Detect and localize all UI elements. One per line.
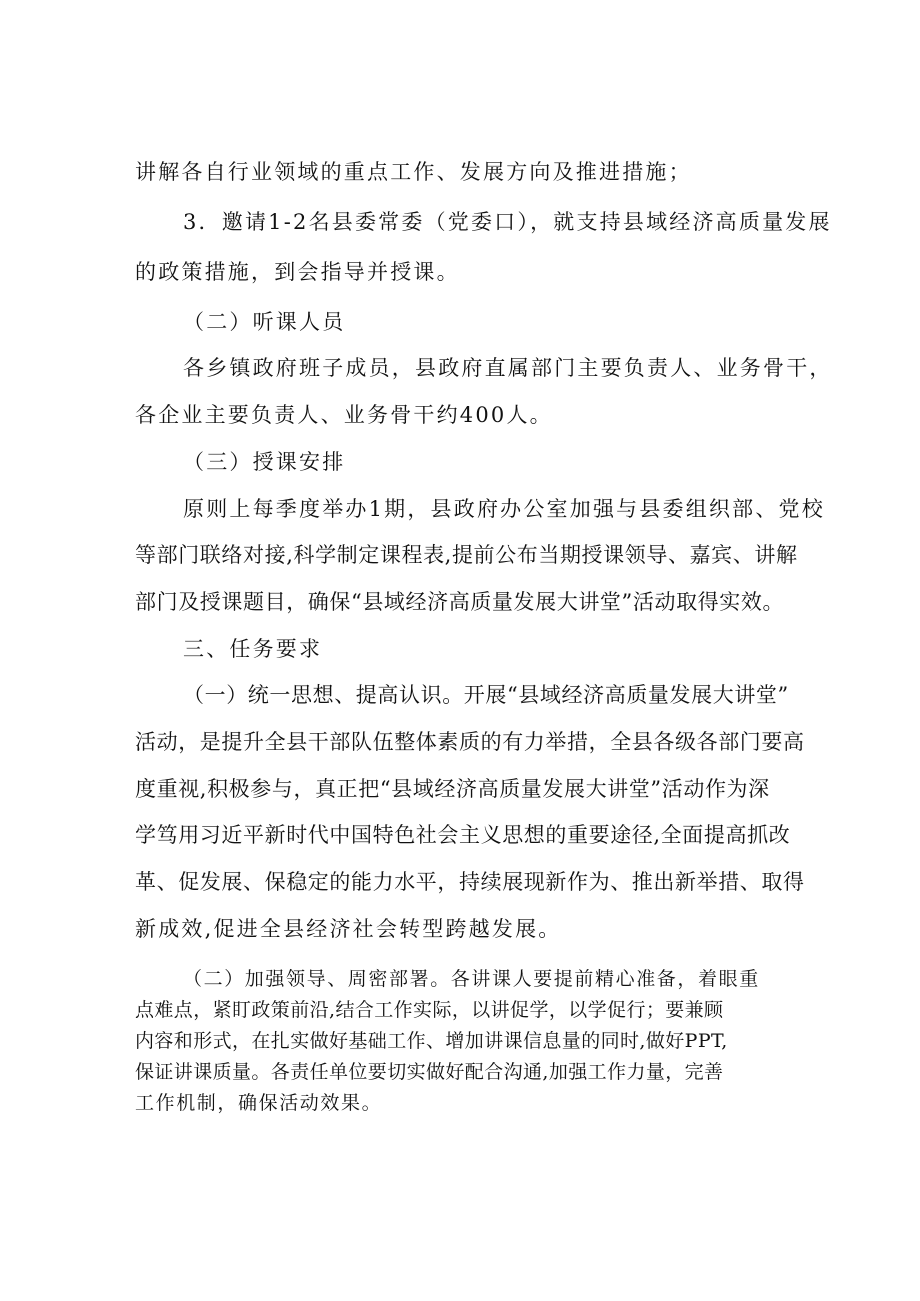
body-text-line: 各企业主要负责人、业务骨干约400人。 [135,403,553,427]
body-text-line: 工作机制，确保活动效果。 [135,1092,383,1114]
body-text-line: 原则上每季度举办1期，县政府办公室加强与县委组织部、党校 [183,497,825,521]
body-text-line: 活动，是提升全县干部队伍整体素质的有力举措，全县各级各部门要高 [135,730,805,754]
subsection-heading: （二）听课人员 [183,310,346,334]
body-text-line: 点难点，紧盯政策前沿,结合工作实际，以讲促学，以学促行；要兼顾 [135,999,724,1021]
body-text-line: 等部门联络对接,科学制定课程表,提前公布当期授课领导、嘉宾、讲解 [135,543,798,567]
body-text-line: （二）加强领导、周密部署。各讲课人要提前精心准备，着眼重 [183,968,760,990]
section-heading: 三、任务要求 [183,637,323,661]
body-text-line: 革、促发展、保稳定的能力水平，持续展现新作为、推出新举措、取得 [135,870,805,894]
body-text-line: 内容和形式，在扎实做好基础工作、增加讲课信息量的同时,做好PPT, [135,1030,728,1052]
body-text-line: 度重视,积极参与，真正把“县域经济高质量发展大讲堂”活动作为深 [135,777,770,801]
body-text-line: 讲解各自行业领域的重点工作、发展方向及推进措施； [135,160,692,184]
body-text-line: 部门及授课题目，确保“县域经济高质量发展大讲堂”活动取得实效。 [135,590,785,614]
body-text-line: 各乡镇政府班子成员，县政府直属部门主要负责人、业务骨干， [183,356,833,380]
body-text-line: （一）统一思想、提高认识。开展“县域经济高质量发展大讲堂” [183,683,789,707]
body-text-line: 新成效,促进全县经济社会转型跨越发展。 [135,917,562,941]
body-text-line: 学笃用习近平新时代中国特色社会主义思想的重要途径,全面提高抓改 [135,823,791,847]
list-item-line: 3．邀请1-2名县委常委（党委口），就支持县域经济高质量发展 [183,210,832,234]
body-text-line: 的政策措施，到会指导并授课。 [135,260,460,284]
subsection-heading: （三）授课安排 [183,450,346,474]
body-text-line: 保证讲课质量。各责任单位要切实做好配合沟通,加强工作力量，完善 [135,1061,724,1083]
